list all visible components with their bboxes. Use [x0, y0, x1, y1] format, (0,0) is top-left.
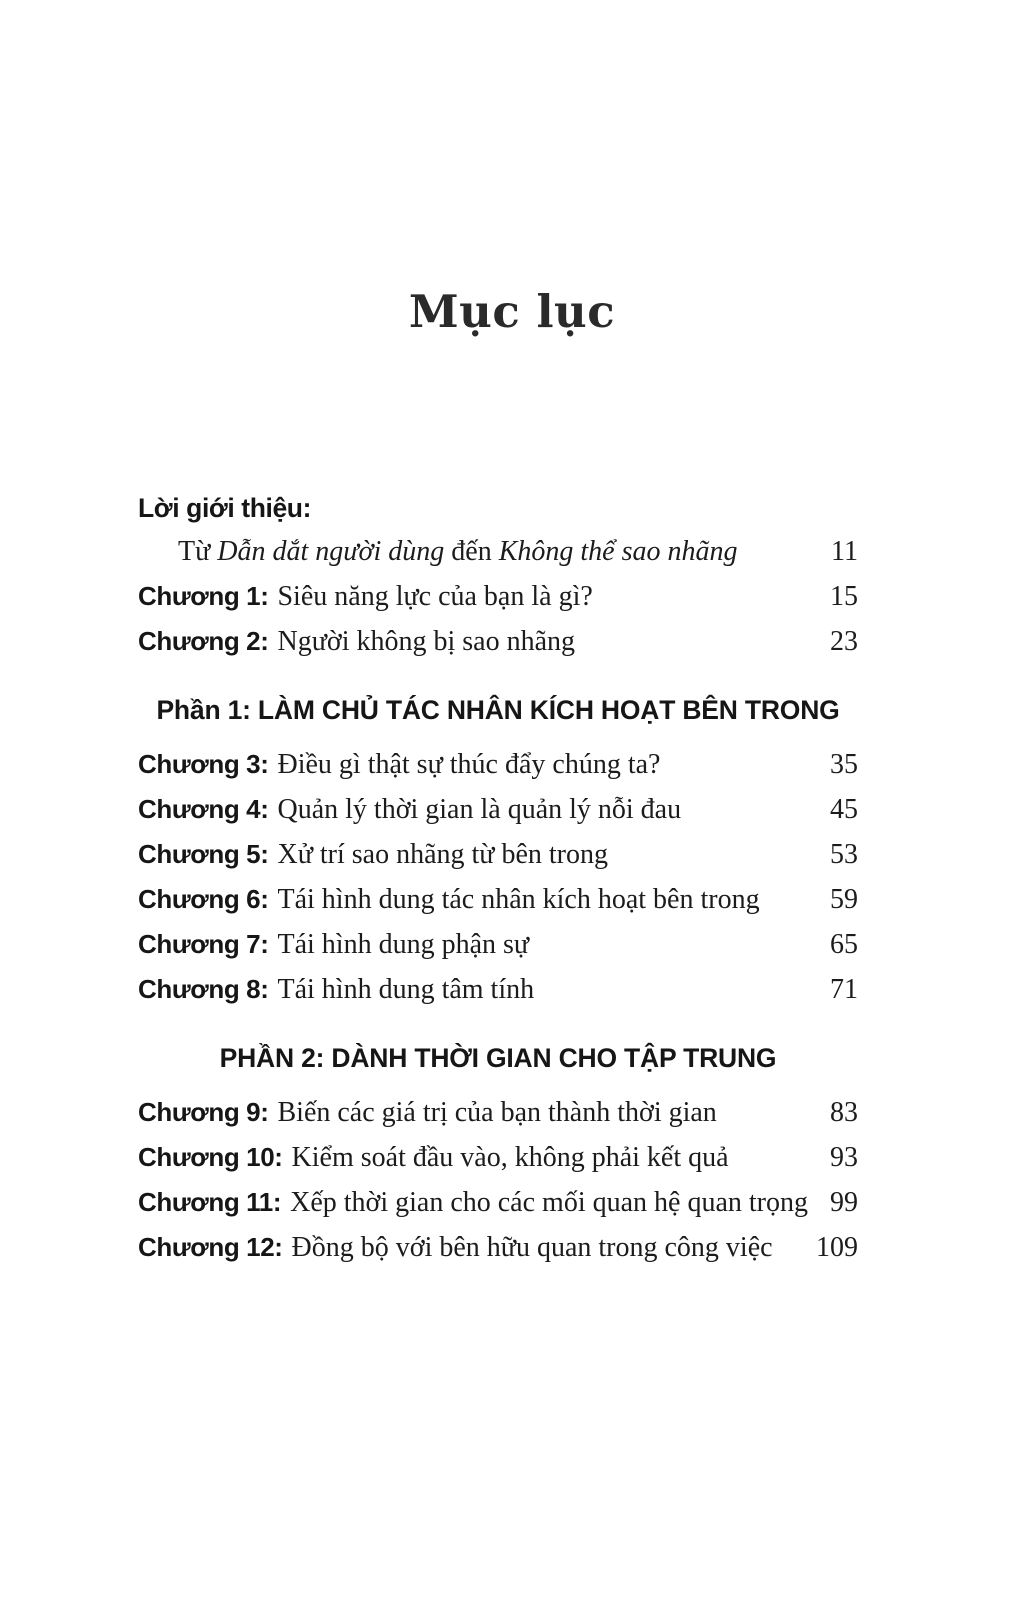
- chapter-title: Siêu năng lực của bạn là gì?: [277, 580, 593, 612]
- chapter-title: Xếp thời gian cho các mối quan hệ quan trọng: [290, 1186, 808, 1218]
- toc-entry: [138, 1090, 858, 1135]
- intro-book-title-2: Không thể sao nhãng: [498, 535, 738, 567]
- intro-heading-row: [138, 486, 849, 530]
- chapter-entry: [138, 1090, 717, 1135]
- intro-text-prefix: Từ: [178, 535, 218, 567]
- toc-entry: [138, 787, 858, 832]
- toc-entry-intro: [138, 530, 858, 574]
- page-number: 65: [830, 928, 858, 960]
- chapter-entry: [138, 922, 529, 967]
- intro-book-title-1: Dẫn dắt người dùng: [217, 535, 445, 567]
- intro-heading: Lời giới thiệu:: [138, 492, 311, 523]
- chapter-label: Chương 8:: [138, 973, 269, 1004]
- intro-text-middle: đến: [444, 535, 499, 567]
- chapter-label: Chương 3:: [138, 748, 269, 779]
- toc-entry: [138, 877, 858, 922]
- chapter-title: Tái hình dung tác nhân kích hoạt bên trong: [277, 883, 760, 915]
- chapter-entry: [138, 832, 608, 877]
- section-heading: PHẦN 2: DÀNH THỜI GIAN CHO TẬP TRUNG: [219, 1042, 777, 1073]
- chapter-entry: [138, 877, 760, 922]
- chapter-label: Chương 6:: [138, 883, 269, 914]
- page-number: 11: [831, 535, 858, 567]
- toc-entry: [138, 1225, 858, 1270]
- section-heading: Phần 1: LÀM CHỦ TÁC NHÂN KÍCH HOẠT BÊN TRONG: [156, 694, 840, 725]
- page-number: 59: [830, 883, 858, 915]
- page-number: 45: [830, 793, 858, 825]
- chapter-title: Kiểm soát đầu vào, không phải kết quả: [291, 1141, 729, 1173]
- chapter-entry: [138, 574, 593, 619]
- chapter-title: Xử trí sao nhãng từ bên trong: [277, 838, 609, 870]
- toc-entry: [138, 619, 858, 664]
- chapter-entry: [138, 1225, 773, 1270]
- page-number: 83: [830, 1096, 858, 1128]
- page-number: 53: [830, 838, 858, 870]
- toc-entry: [138, 574, 858, 619]
- page-number: 99: [830, 1186, 858, 1218]
- chapter-entry: [138, 967, 534, 1012]
- chapter-title: Người không bị sao nhãng: [277, 625, 575, 657]
- chapter-title: Đồng bộ với bên hữu quan trong công việc: [291, 1231, 773, 1263]
- chapter-title: Biến các giá trị của bạn thành thời gian: [277, 1096, 717, 1128]
- chapter-title: Điều gì thật sự thúc đẩy chúng ta?: [277, 748, 661, 780]
- chapter-label: Chương 2:: [138, 625, 269, 656]
- chapter-entry: [138, 787, 681, 832]
- page-number: 23: [830, 625, 858, 657]
- chapter-label: Chương 1:: [138, 580, 269, 611]
- toc-entry: [138, 832, 858, 877]
- chapter-label: Chương 5:: [138, 838, 269, 869]
- chapter-label: Chương 10:: [138, 1141, 283, 1172]
- toc-entry: [138, 967, 858, 1012]
- toc-list: [0, 486, 1024, 1270]
- toc-entry: [138, 742, 858, 787]
- chapter-label: Chương 4:: [138, 793, 269, 824]
- section-heading-row: [138, 688, 858, 732]
- toc-entry: [138, 922, 858, 967]
- chapter-entry: [138, 742, 660, 787]
- chapter-title: Tái hình dung tâm tính: [277, 973, 535, 1005]
- page-number: 71: [830, 973, 858, 1005]
- section-heading-row: [138, 1036, 858, 1080]
- chapter-label: Chương 9:: [138, 1096, 269, 1127]
- chapter-label: Chương 11:: [138, 1186, 282, 1217]
- page-title: Mục lục: [408, 285, 616, 338]
- toc-entry: [138, 1135, 858, 1180]
- toc-entry: [138, 1180, 858, 1225]
- chapter-label: Chương 12:: [138, 1231, 283, 1262]
- intro-line: [138, 530, 738, 574]
- page-number: 15: [830, 580, 858, 612]
- chapter-entry: [138, 1180, 808, 1225]
- page-number: 35: [830, 748, 858, 780]
- chapter-entry: [138, 1135, 729, 1180]
- chapter-title: Tái hình dung phận sự: [277, 928, 530, 960]
- chapter-title: Quản lý thời gian là quản lý nỗi đau: [277, 793, 682, 825]
- page-number: 93: [830, 1141, 858, 1173]
- chapter-label: Chương 7:: [138, 928, 269, 959]
- page-number: 109: [816, 1231, 858, 1263]
- chapter-entry: [138, 619, 575, 664]
